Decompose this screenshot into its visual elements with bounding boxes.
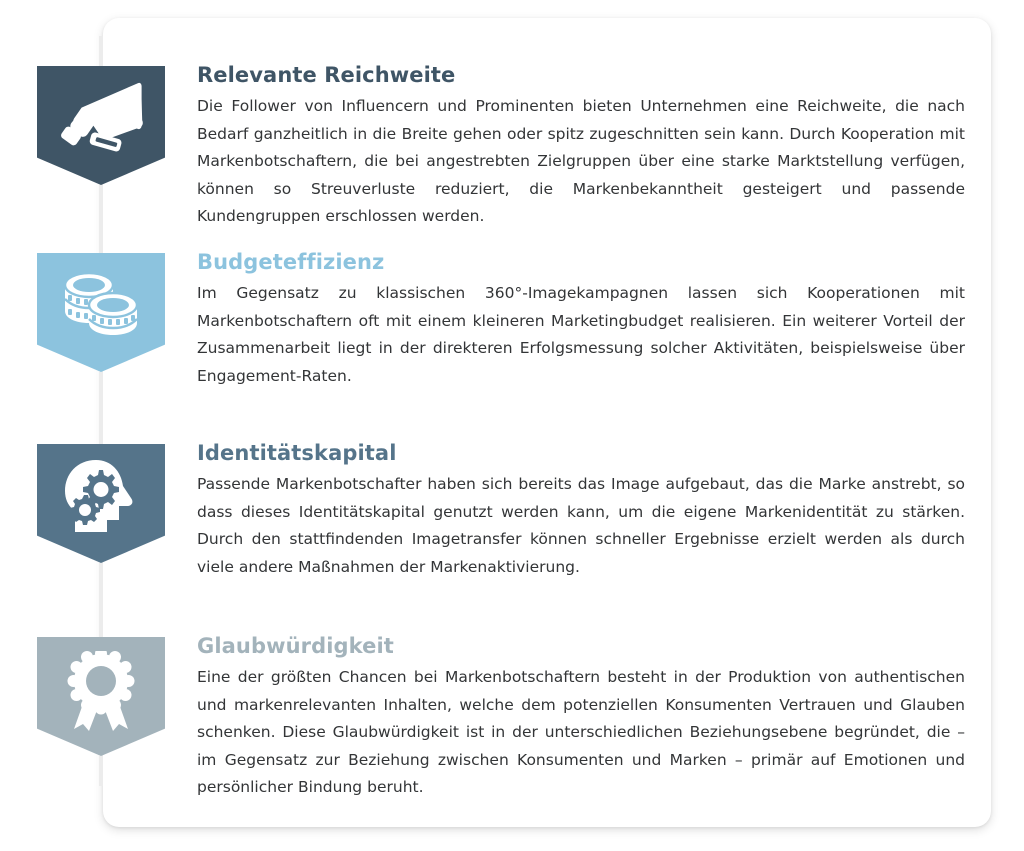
heading-budgeteffizienz: Budgeteffizienz [197,250,385,274]
heading-identitaetskapital: Identitätskapital [197,441,397,465]
badge-glaubwuerdigkeit [37,637,165,756]
badge-shield-4 [37,637,165,756]
megaphone-icon [58,66,144,154]
heading-glaubwuerdigkeit: Glaubwürdigkeit [197,634,394,658]
connector-line-1 [99,185,103,255]
heading-relevante-reichweite: Relevante Reichweite [197,63,456,87]
body-budgeteffizienz: Im Gegensatz zu klassischen 360°-Imagekampagnen lassen sich Kooperationen mit Markenbotschaftern oft mit einem kleineren Marketingbudget realisieren. Ein weiterer Vorteil der Zusammenarbeit liegt in der direkteren Erfolgsmessung solcher Aktivitäten, beispielsweise über Engagement-Raten. [197,284,965,385]
text-block-relevante-reichweite [197,63,965,231]
coins-icon [59,253,143,339]
body-relevante-reichweite: Die Follower von Influencern und Prominenten bieten Unternehmen eine Reichweite, die nach Bedarf ganzheitlich in die Breite gehen oder spitz zugeschnitten sein kann. Durch Kooperation mit Markenbotschaftern, die bei angestrebten Zielgruppen über eine starke Marktstellung verfügen, können so Streuverluste reduziert, die Markenbekanntheit gesteigert und passende Kundengruppen erschlossen werden. [197,97,965,226]
badge-relevante-reichweite [37,66,165,185]
award-rosette-icon [62,637,140,733]
connector-line-4 [99,756,103,786]
body-glaubwuerdigkeit: Eine der größten Chancen bei Markenbotschaftern besteht in der Produktion von authentischen und markenrelevanten Inhalten, welche dem potenziellen Konsumenten Vertrauen und Glauben schenken. Diese Glaubwürdigkeit ist in der unterschiedlichen Beziehungsebene begründet, die – im Gegensatz zur Beziehung zwischen Konsumenten und Marken – primär auf Emotionen und persönlicher Bindung beruht. [197,668,965,797]
badge-budgeteffizienz [37,253,165,372]
badge-identitaetskapital [37,444,165,563]
badge-shield-1 [37,66,165,185]
connector-line-2 [99,372,103,446]
text-block-budgeteffizienz [197,250,965,390]
badge-shield-3 [37,444,165,563]
connector-line-3 [99,563,103,639]
body-identitaetskapital: Passende Markenbotschafter haben sich bereits das Image aufgebaut, das die Marke anstrebt, so dass dieses Identitätskapital genutzt werden kann, um die eigene Markenidentität zu stärken. Durch den stattfindenden Imagetransfer können schneller Ergebnisse erzielt werden als durch viele andere Maßnahmen der Markenaktivierung. [197,475,965,576]
badge-shield-2 [37,253,165,372]
text-block-glaubwuerdigkeit [197,634,965,802]
text-block-identitaetskapital [197,441,965,581]
connector-line-0 [99,36,103,66]
head-with-gears-icon [61,444,141,536]
